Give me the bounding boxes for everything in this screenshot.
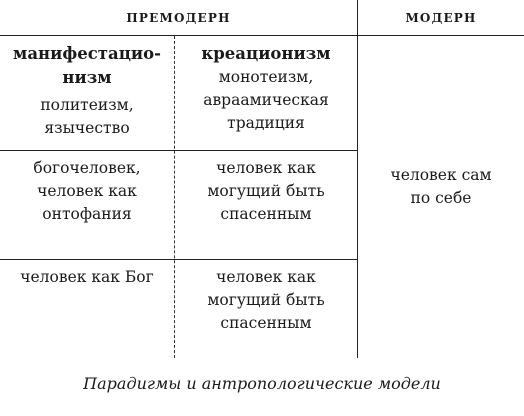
cell-modern-man: человек сам по себе: [390, 166, 492, 207]
cell-saved-man-2: человек как могущий быть спасенным: [207, 268, 325, 332]
figure-caption: Парадигмы и антропологические модели: [83, 374, 441, 393]
cell-theanthropos: богочеловек, человек как онтофания: [33, 159, 141, 223]
manifestationism-text: политеизм, язычество: [40, 96, 134, 137]
header-modern: МОДЕРН: [405, 11, 477, 25]
row-divider-2: [0, 259, 357, 260]
cell-saved-man-1: человек как могущий быть спасенным: [207, 159, 325, 223]
cell-manifestationism: [0, 42, 174, 140]
manifestationism-title: манифестацио- низм: [13, 44, 161, 87]
header-premodern: ПРЕМОДЕРН: [126, 11, 231, 25]
cell-creationism: [175, 42, 357, 135]
row-divider-1: [0, 150, 357, 151]
header-divider: [0, 35, 524, 36]
creationism-title: креационизм: [201, 44, 331, 63]
creationism-text: монотеизм, авраамическая традиция: [203, 68, 329, 132]
cell-man-as-god: человек как Бог: [20, 268, 154, 286]
